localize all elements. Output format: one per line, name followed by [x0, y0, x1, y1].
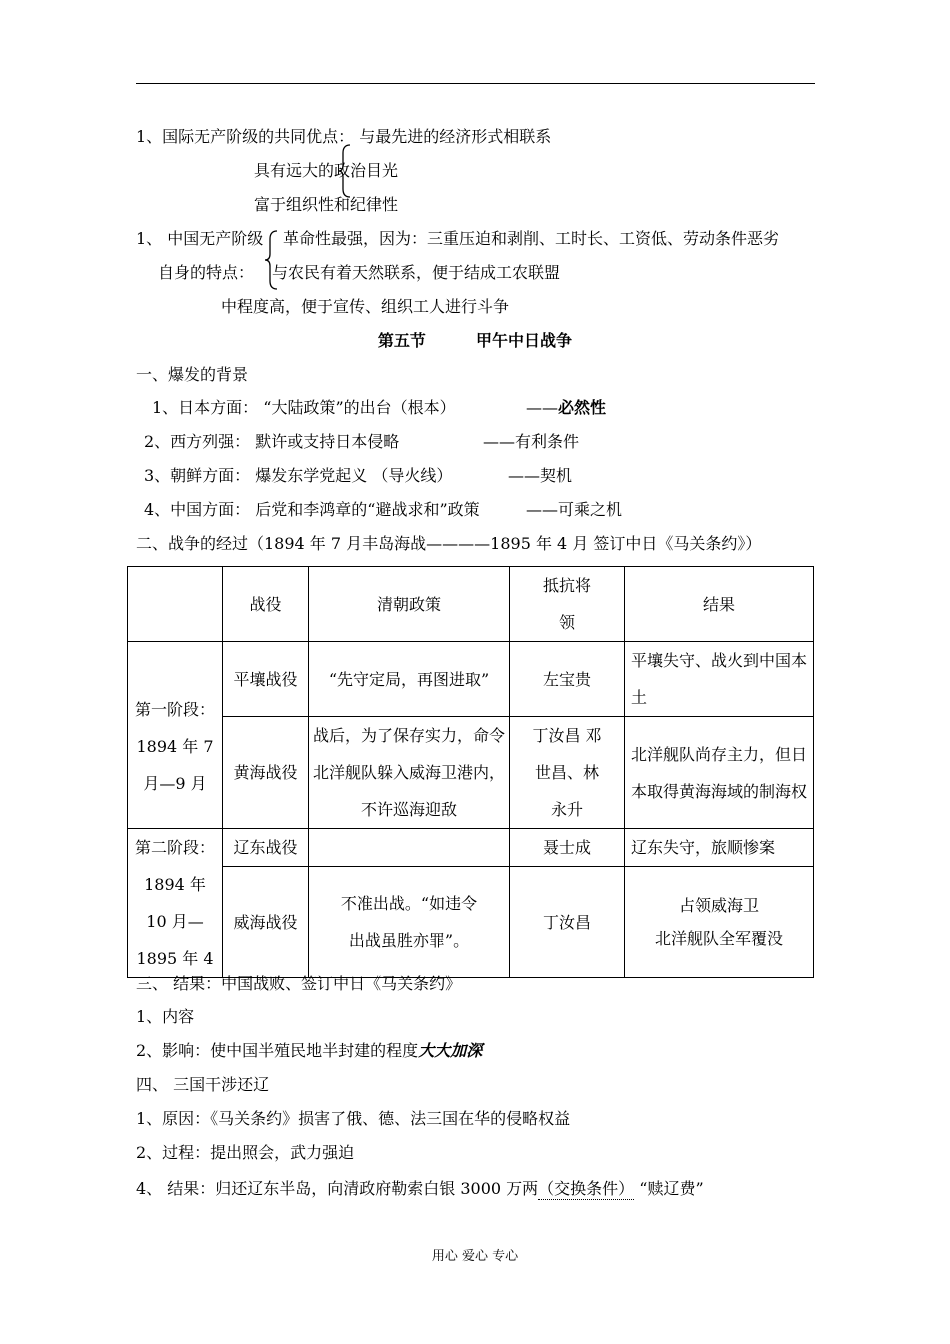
battle-policy: 战后，为了保存实力，命令北洋舰队躲入威海卫港内，不许巡海迎敌 — [309, 717, 510, 829]
intro-line-3: 富于组织性和纪律性 — [254, 195, 399, 214]
header-rule — [136, 83, 815, 84]
intro-line-4a: 1、 中国无产阶级 — [136, 229, 264, 248]
header-general: 抵抗将领 — [510, 567, 625, 642]
battle-policy: 不准出战。“如违令出战虽胜亦罪”。 — [309, 867, 510, 978]
intervention-item-3: 4、 结果：归还辽东半岛，向清政府勒索白银 3000 万两（交换条件） “赎辽费” — [136, 1179, 704, 1198]
table-row — [128, 829, 814, 867]
battle-policy — [309, 829, 510, 867]
intro-line-2: 具有远大的政治目光 — [254, 161, 399, 180]
battle-general: 丁汝昌 — [510, 867, 625, 978]
intro-line-6: 中程度高，便于宣传、组织工人进行斗争 — [221, 297, 510, 316]
battle-result — [625, 867, 814, 978]
result-item-1: 1、内容 — [136, 1007, 195, 1026]
header-result: 结果 — [625, 567, 814, 642]
battle-table — [127, 566, 814, 978]
intro-line-1: 1、国际无产阶级的共同优点： 与最先进的经济形式相联系 — [136, 127, 552, 146]
battle-general: 左宝贵 — [510, 642, 625, 717]
intervention-heading: 四、 三国干涉还辽 — [136, 1075, 270, 1094]
intervention-item-1: 1、原因：《马关条约》损害了俄、德、法三国在华的侵略权益 — [136, 1109, 571, 1128]
background-item-4: 4、中国方面： 后党和李鸿章的“避战求和”政策 — [144, 500, 480, 519]
background-item-2-note: ——有利条件 — [483, 432, 580, 451]
background-item-2: 2、西方列强： 默许或支持日本侵略 — [144, 432, 400, 451]
battle-result-line-2: 北洋舰队全军覆没 — [654, 929, 783, 948]
background-item-1-note: ——必然性 — [526, 398, 607, 417]
intervention-item-2: 2、过程：提出照会，武力强迫 — [136, 1143, 355, 1162]
table-header-row — [128, 567, 814, 642]
stage-1-cell: 第一阶段：1894 年 7 月—9 月 — [128, 642, 223, 829]
battle-name: 威海战役 — [223, 867, 309, 978]
background-item-4-note: ——可乘之机 — [526, 500, 623, 519]
header-policy: 清朝政策 — [309, 567, 510, 642]
result-item-2: 2、影响：使中国半殖民地半封建的程度大大加深 — [136, 1041, 483, 1060]
background-item-1: 1、日本方面： “大陆政策”的出台（根本） — [152, 398, 456, 417]
battle-name: 黄海战役 — [223, 717, 309, 829]
battle-name: 平壤战役 — [223, 642, 309, 717]
battle-result: 北洋舰队尚存主力，但日本取得黄海海域的制海权 — [625, 717, 814, 829]
battle-general: 聂士成 — [510, 829, 625, 867]
battle-policy: “先守定局，再图进取” — [309, 642, 510, 717]
header-empty — [128, 567, 223, 642]
background-item-3: 3、朝鲜方面： 爆发东学党起义 （导火线） — [144, 466, 453, 485]
header-battle: 战役 — [223, 567, 309, 642]
intro-line-5b: 与农民有着天然联系，便于结成工农联盟 — [272, 263, 561, 282]
stage-2-cell: 第二阶段：1894 年 10 月—1895 年 4 — [128, 829, 223, 978]
page-footer: 用心 爱心 专心 — [431, 1249, 519, 1264]
battle-result: 平壤失守、战火到中国本土 — [625, 642, 814, 717]
process-heading: 二、战争的经过（1894 年 7 月丰岛海战————1895 年 4 月 签订中日《马关条约》） — [136, 534, 762, 553]
background-item-3-note: ——契机 — [508, 466, 573, 485]
battle-name: 辽东战役 — [223, 829, 309, 867]
section-title: 第五节 甲午中日战争 — [377, 331, 573, 350]
table-row — [128, 642, 814, 717]
intro-line-4b: 革命性最强，因为：三重压迫和剥削、工时长、工资低、劳动条件恶劣 — [283, 229, 780, 248]
table-row — [128, 867, 814, 978]
result-heading: 三、 结果：中国战败、签订中日《马关条约》 — [136, 974, 462, 993]
intro-line-5a: 自身的特点： — [158, 263, 255, 282]
battle-result: 辽东失守，旅顺惨案 — [625, 829, 814, 867]
table-row — [128, 717, 814, 829]
battle-result-line-1: 占领威海卫 — [678, 896, 759, 915]
battle-general: 丁汝昌 邓世昌、林永升 — [510, 717, 625, 829]
background-heading: 一、爆发的背景 — [136, 365, 249, 384]
